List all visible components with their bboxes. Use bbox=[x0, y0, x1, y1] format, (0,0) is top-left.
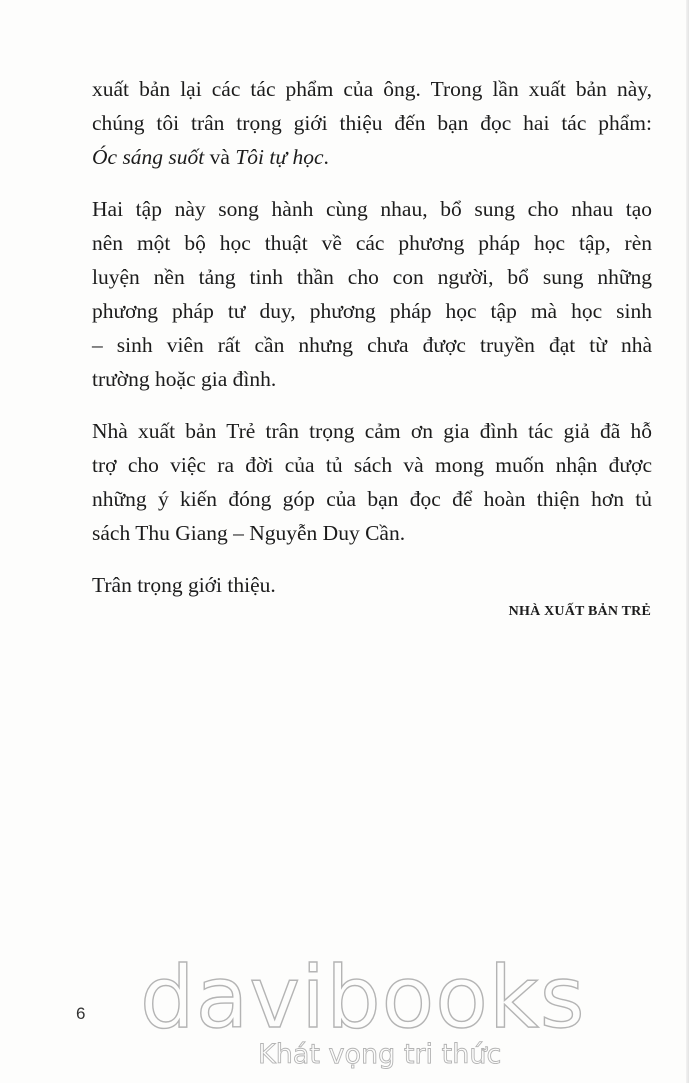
publisher-signature: NHÀ XUẤT BẢN TRẺ bbox=[508, 604, 651, 619]
text-line: nên một bộ học thuật về các phương pháp học tập, rèn bbox=[92, 231, 652, 255]
text-line: chúng tôi trân trọng giới thiệu đến bạn đọc hai tác phẩm: bbox=[92, 111, 652, 135]
watermark-brand: davibooks bbox=[140, 948, 586, 1048]
paragraph-4 bbox=[92, 568, 652, 602]
text-line: phương pháp tư duy, phương pháp học tập mà học sinh bbox=[92, 299, 652, 323]
text-line: Nhà xuất bản Trẻ trân trọng cảm ơn gia đình tác giả đã hỗ bbox=[92, 419, 652, 443]
connector-text: và bbox=[204, 145, 236, 169]
text-line: – sinh viên rất cần nhưng chưa được truyền đạt từ nhà bbox=[92, 333, 652, 357]
page-number: 6 bbox=[76, 1004, 86, 1023]
book-title-oc-sang-suot: Óc sáng suốt bbox=[92, 145, 205, 169]
line-end-punct: . bbox=[323, 145, 329, 169]
book-title-toi-tu-hoc: Tôi tự học bbox=[235, 145, 324, 169]
text-line bbox=[92, 140, 652, 174]
watermark bbox=[140, 948, 586, 1075]
body-text bbox=[92, 72, 652, 620]
text-line: trợ cho việc ra đời của tủ sách và mong muốn nhận được bbox=[92, 453, 652, 477]
text-line: những ý kiến đóng góp của bạn đọc để hoàn thiện hơn tủ bbox=[92, 487, 652, 511]
paragraph-2 bbox=[92, 192, 652, 396]
text-line: Hai tập này song hành cùng nhau, bổ sung cho nhau tạo bbox=[92, 197, 652, 221]
text-line: sách Thu Giang – Nguyễn Duy Cần. bbox=[92, 521, 406, 545]
text-line: luyện nền tảng tinh thần cho con người, bổ sung những bbox=[92, 265, 652, 289]
paragraph-3 bbox=[92, 414, 652, 550]
text-line: Trân trọng giới thiệu. bbox=[92, 573, 276, 597]
watermark-slogan: Khát vọng tri thức bbox=[258, 1039, 502, 1070]
text-line: trường hoặc gia đình. bbox=[92, 367, 277, 391]
paragraph-1 bbox=[92, 72, 652, 174]
text-line: xuất bản lại các tác phẩm của ông. Trong lần xuất bản này, bbox=[92, 77, 652, 101]
